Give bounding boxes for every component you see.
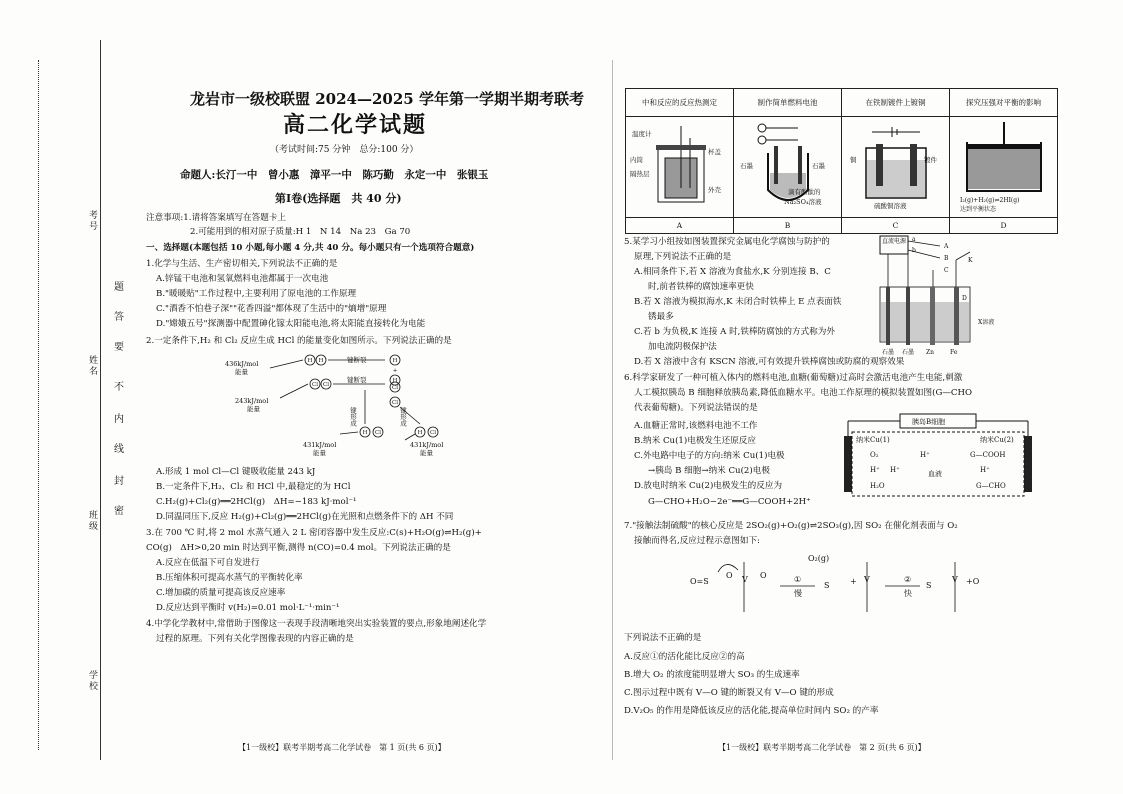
- svg-text:O=S: O=S: [690, 577, 709, 586]
- table-header: 制作简单燃料电池: [734, 89, 842, 117]
- svg-text:B: B: [944, 255, 949, 262]
- label-name: 姓名: [87, 355, 97, 377]
- svg-text:V: V: [864, 575, 870, 584]
- q2-energy-diagram: [225, 352, 455, 464]
- q3-option: B.压缩体积可提高水蒸气的平衡转化率: [156, 573, 303, 583]
- q2-option: D.同温同压下,反应 H₂(g)+Cl₂(g)══2HCl(g)在光照和点燃条件下的 ΔH 不同: [156, 512, 454, 522]
- svg-text:b: b: [912, 247, 916, 254]
- svg-text:H: H: [307, 358, 313, 364]
- process-label: 键形成: [399, 407, 407, 427]
- table-header: 中和反应的反应热测定: [626, 89, 734, 117]
- svg-text:S: S: [926, 581, 932, 590]
- q3-stem: 3.在 700 ℃ 时,将 2 mol 水蒸气通入 2 L 密闭容器中发生反应:C(s)+H₂O(g)⇌H₂(g)+: [146, 528, 482, 538]
- energy-label: 能量: [420, 449, 433, 457]
- svg-text:H: H: [417, 430, 423, 436]
- apparatus-a: [626, 117, 734, 218]
- q4-stem: 4.中学化学教材中,常借助于图像这一表现手段清晰地突出实验装置的要点,形象地阐述化学: [146, 619, 487, 629]
- svg-text:H⁺: H⁺: [890, 466, 900, 474]
- svg-text:I₂(g)+H₂(g)⇌2HI(g): I₂(g)+H₂(g)⇌2HI(g): [959, 197, 1019, 204]
- q5-stem: 5.某学习小组按如图装置探究金属电化学腐蚀与防护的: [624, 237, 830, 247]
- q7-catalysis-diagram: [690, 552, 980, 627]
- svg-text:O: O: [760, 571, 767, 580]
- svg-text:①: ①: [794, 575, 802, 584]
- section-heading: 第Ⅰ卷(选择题 共 40 分): [275, 192, 402, 205]
- label-exam-number: 考号: [87, 210, 97, 232]
- q5-stem: 原理,下列说法不正确的是: [634, 252, 732, 262]
- svg-text:A: A: [944, 243, 949, 250]
- svg-text:O₂: O₂: [870, 451, 879, 459]
- apparatus-b: [734, 117, 842, 218]
- option-letter: D: [950, 218, 1058, 234]
- q1-stem: 1.化学与生活、生产密切相关,下列说法不正确的是: [146, 259, 338, 269]
- q7-option: D.V₂O₅ 的作用是降低该反应的活化能,提高单位时间内 SO₂ 的产率: [624, 706, 879, 716]
- svg-text:血液: 血液: [928, 470, 942, 478]
- q6-fuel-cell-diagram: [830, 412, 1050, 498]
- label-school: 学校: [87, 670, 97, 692]
- q3-option: A.反应在低温下可自发进行: [156, 558, 260, 568]
- svg-text:H: H: [392, 378, 398, 384]
- label-class: 班级: [87, 510, 97, 532]
- energy-label: 431kJ/mol: [410, 441, 444, 449]
- exam-title: 龙岩市一级校联盟 2024—2025 学年第一学期半期考联考: [190, 90, 584, 108]
- note-line: 注意事项:1.请将答案填写在答题卡上: [146, 213, 287, 223]
- svg-text:纳米Cu(1): 纳米Cu(1): [856, 436, 890, 444]
- svg-text:Cl: Cl: [392, 385, 398, 391]
- svg-text:Zn: Zn: [926, 349, 935, 356]
- seal-char: 线: [114, 444, 124, 455]
- q3-option: C.增加碳的质量可提高该反应速率: [156, 588, 286, 598]
- svg-text:隔热层: 隔热层: [629, 170, 649, 178]
- page-fold: [612, 60, 613, 760]
- svg-text:S: S: [824, 581, 830, 590]
- energy-label: 能量: [313, 449, 326, 457]
- svg-text:外壳: 外壳: [707, 186, 721, 194]
- q7-stem: 7."接触法制硫酸"的核心反应是 2SO₂(g)+O₂(g)⇌2SO₃(g),因 SO₂ 在催化剂表面与 O₂: [624, 521, 958, 531]
- q4-stem: 过程的原理。下列有关化学图像表现的内容正确的是: [156, 634, 354, 644]
- energy-label: 能量: [247, 405, 260, 413]
- seal-char: 内: [114, 414, 124, 425]
- q5-option: A.相同条件下,若 X 溶液为食盐水,K 分别连接 B、C: [634, 267, 831, 277]
- seal-char: 要: [114, 342, 124, 353]
- svg-text:C: C: [944, 267, 949, 274]
- q1-option: D."嫦娥五号"探测器中配置砷化镓太阳能电池,将太阳能直接转化为电能: [156, 319, 426, 329]
- fuel-cell-diagram: [736, 118, 840, 214]
- q7-option: A.反应①的活化能比反应②的高: [624, 652, 745, 662]
- svg-text:a: a: [912, 236, 916, 243]
- svg-text:硫酸铜溶液: 硫酸铜溶液: [873, 202, 906, 210]
- q5-option: 加电流阴极保护法: [648, 342, 717, 352]
- q2-option: A.形成 1 mol Cl—Cl 键吸收能量 243 kJ: [156, 467, 316, 477]
- svg-text:O₂(g): O₂(g): [808, 554, 830, 563]
- part-heading: 一、选择题(本题包括 10 小题,每小题 4 分,共 40 分。每小题只有一个选项符合题意): [146, 243, 475, 253]
- svg-text:Cl: Cl: [430, 430, 436, 436]
- svg-text:V: V: [952, 575, 958, 584]
- q6-option: G—CHO+H₂O−2e⁻══G—COOH+2H⁺: [648, 497, 811, 507]
- seal-char: 密: [114, 506, 124, 517]
- svg-text:胰岛B细胞: 胰岛B细胞: [912, 418, 946, 426]
- process-label: 键断裂: [347, 376, 367, 384]
- svg-text:O: O: [726, 571, 733, 580]
- svg-text:H⁺: H⁺: [980, 466, 990, 474]
- energy-label: 436kJ/mol: [225, 360, 259, 368]
- option-letter: B: [734, 218, 842, 234]
- q5-option: D.若 X 溶液中含有 KSCN 溶液,可有效提升铁棒腐蚀或防腐的观察效果: [634, 357, 905, 367]
- svg-text:H⁺: H⁺: [870, 466, 880, 474]
- q7-stem: 下列说法不正确的是: [624, 633, 702, 643]
- exam-info: （考试时间:75 分钟 总分:100 分）: [270, 145, 419, 155]
- seal-char: 题: [114, 282, 124, 293]
- q2-option: C.H₂(g)+Cl₂(g)══2HCl(g) ΔH=−183 kJ·mol⁻¹: [156, 497, 357, 507]
- svg-text:H: H: [318, 358, 324, 364]
- svg-text:纳米Cu(2): 纳米Cu(2): [980, 436, 1014, 444]
- q6-stem: 6.科学家研发了一种可植入体内的燃料电池,血糖(葡萄糖)过高时会激活电池产生电能,刺激: [624, 373, 963, 383]
- energy-label: 243kJ/mol: [235, 397, 269, 405]
- svg-text:Cl: Cl: [392, 400, 398, 406]
- seal-line: [100, 40, 101, 760]
- energy-label: 能量: [235, 368, 248, 376]
- svg-text:H⁺: H⁺: [920, 451, 930, 459]
- svg-text:Cl: Cl: [375, 430, 381, 436]
- svg-text:铜: 铜: [849, 156, 856, 164]
- svg-text:+O: +O: [966, 577, 980, 586]
- subject-title: 高二化学试题: [283, 112, 428, 138]
- q1-option: B."暖暖贴"工作过程中,主要利用了原电池的工作原理: [156, 289, 357, 299]
- svg-text:H: H: [362, 430, 368, 436]
- note-line: 2.可能用到的相对原子质量:H 1 N 14 Na 23 Ga 70: [190, 227, 411, 237]
- option-letter: C: [842, 218, 950, 234]
- svg-text:石墨: 石墨: [882, 349, 895, 356]
- q3-option: D.反应达到平衡时 v(H₂)=0.01 mol·L⁻¹·min⁻¹: [156, 603, 340, 613]
- svg-text:K: K: [968, 257, 973, 264]
- q5-option: 锈最多: [648, 312, 674, 322]
- seal-char: 答: [114, 312, 124, 323]
- svg-text:G—CHO: G—CHO: [976, 482, 1006, 490]
- svg-text:Na₂SO₄溶液: Na₂SO₄溶液: [783, 198, 822, 206]
- q3-stem: CO(g) ΔH>0,20 min 时达到平衡,测得 n(CO)=0.4 mol。下列说法正确的是: [146, 543, 451, 553]
- svg-text:Cl: Cl: [312, 382, 318, 388]
- q6-option: C.外电路中电子的方向:纳米 Cu(1)电极: [634, 451, 785, 461]
- calorimeter-diagram: [628, 118, 732, 214]
- q7-option: B.增大 O₂ 的浓度能明显增大 SO₃ 的生成速率: [624, 670, 800, 680]
- q2-stem: 2.一定条件下,H₂ 和 Cl₂ 反应生成 HCl 的能量变化如图所示。下列说法正确的是: [146, 336, 452, 346]
- process-label: 键断裂: [347, 356, 367, 364]
- q5-option: B.若 X 溶液为模拟海水,K 未闭合时铁棒上 E 点表面铁: [634, 297, 842, 307]
- apparatus-c: [842, 117, 950, 218]
- svg-text:杯盖: 杯盖: [707, 148, 721, 156]
- option-letter: A: [626, 218, 734, 234]
- svg-text:②: ②: [904, 575, 912, 584]
- table-header: 探究压强对平衡的影响: [950, 89, 1058, 117]
- svg-text:X溶液: X溶液: [978, 319, 995, 326]
- svg-text:内筒: 内筒: [629, 156, 643, 164]
- svg-text:V: V: [742, 575, 748, 584]
- page-footer: 【1一级校】联考半期考高二化学试卷 第 2 页(共 6 页)】: [718, 743, 926, 752]
- q4-apparatus-table: [625, 88, 1058, 234]
- seal-char: 封: [114, 476, 124, 487]
- fold-line: [38, 60, 39, 750]
- svg-text:+: +: [392, 368, 398, 374]
- page-footer: 【1一级校】联考半期考高二化学试卷 第 1 页(共 6 页)】: [238, 743, 446, 752]
- svg-text:慢: 慢: [794, 589, 802, 598]
- svg-text:滴有酚酞的: 滴有酚酞的: [787, 188, 820, 196]
- q6-stem: 代表葡萄糖)。下列说法错误的是: [634, 403, 758, 413]
- q2-option: B.一定条件下,H₂、Cl₂ 和 HCl 中,最稳定的为 HCl: [156, 482, 351, 492]
- q6-stem: 人工模拟胰岛 B 细胞释放胰岛素,降低血糖水平。电池工作原理的模拟装置如图(G—CHO: [634, 388, 973, 398]
- svg-text:Cl: Cl: [323, 382, 329, 388]
- q6-option: B.纳米 Cu(1)电极发生还原反应: [634, 436, 756, 446]
- q7-option: C.图示过程中既有 V—O 键的断裂又有 V—O 键的形成: [624, 688, 834, 698]
- q7-stem: 接触而得名,反应过程示意图如下:: [634, 536, 760, 546]
- q6-option: A.血糖正常时,该燃料电池不工作: [634, 421, 758, 431]
- process-label: 键形成: [349, 407, 357, 427]
- svg-text:石墨: 石墨: [902, 349, 915, 356]
- binding-strip: [0, 40, 124, 760]
- svg-text:石墨: 石墨: [739, 162, 753, 170]
- svg-text:Fe: Fe: [950, 349, 958, 356]
- svg-text:镀件: 镀件: [923, 156, 937, 164]
- svg-text:H: H: [392, 358, 398, 364]
- table-header: 在铁制镀件上镀铜: [842, 89, 950, 117]
- svg-text:D: D: [962, 295, 967, 302]
- svg-text:温度计: 温度计: [631, 130, 651, 138]
- svg-text:G—COOH: G—COOH: [970, 451, 1006, 459]
- energy-label: 431kJ/mol: [303, 441, 337, 449]
- apparatus-d: [950, 117, 1058, 218]
- seal-char: 不: [114, 382, 124, 393]
- svg-text:石墨: 石墨: [811, 162, 825, 170]
- q6-option: D.放电时纳米 Cu(2)电极发生的反应为: [634, 481, 783, 491]
- svg-text:+: +: [850, 577, 857, 586]
- svg-text:快: 快: [904, 589, 912, 598]
- q1-option: A.锌锰干电池和氢氧燃料电池都属于一次电池: [156, 274, 329, 284]
- q1-option: C."酒香不怕巷子深""花香四溢"都体现了生活中的"熵增"原理: [156, 304, 387, 314]
- q5-corrosion-diagram: [878, 232, 1058, 357]
- svg-text:达到平衡状态: 达到平衡状态: [959, 206, 996, 213]
- authors: 命题人:长汀一中 曾小惠 漳平一中 陈巧勤 永定一中 张银玉: [180, 169, 489, 181]
- q5-option: C.若 b 为负极,K 连接 A 时,铁棒防腐蚀的方式称为外: [634, 327, 835, 337]
- pressure-equilibrium-diagram: [952, 118, 1056, 214]
- q6-option: →胰岛 B 细胞→纳米 Cu(2)电极: [648, 466, 770, 476]
- svg-text:H₂O: H₂O: [870, 482, 885, 490]
- electroplating-diagram: [844, 118, 948, 214]
- q5-option: 时,前者铁棒的腐蚀速率更快: [648, 282, 754, 292]
- svg-text:直流电源: 直流电源: [882, 238, 907, 245]
